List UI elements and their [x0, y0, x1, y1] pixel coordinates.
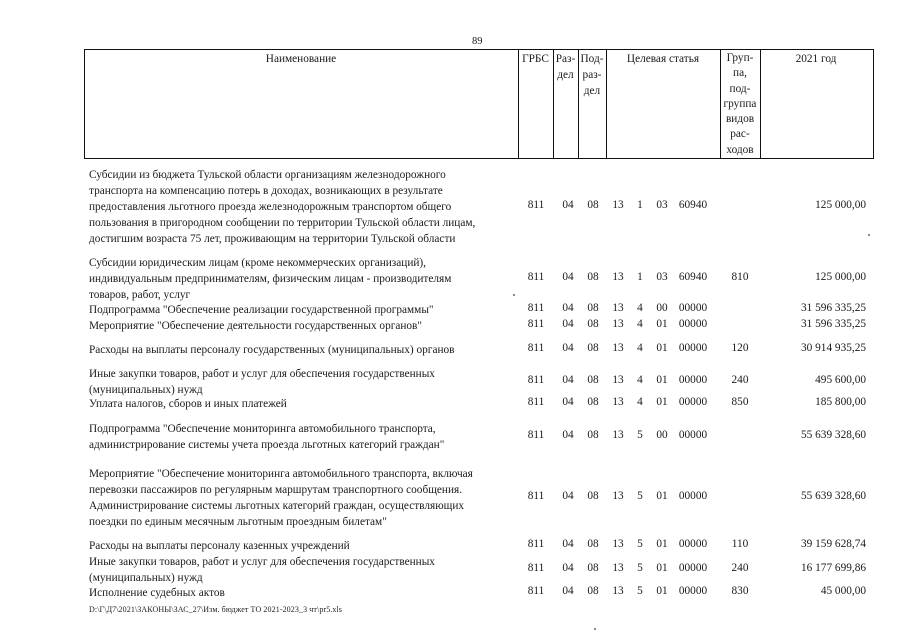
header-group: Груп- па, под- группа видов рас- ходов: [723, 52, 757, 156]
row-name-line: Субсидии из бюджета Тульской области организациям железнодорожного: [89, 169, 446, 181]
row-name-line: транспорта на компенсацию потерь в доходах, возникающих в результате: [89, 185, 443, 197]
cell-cs3: 01: [656, 374, 668, 386]
cell-grbs: 811: [527, 342, 545, 354]
cell-amount: 16 177 699,86: [801, 562, 866, 574]
header-year: 2021 год: [795, 53, 837, 65]
row-name-line: Расходы на выплаты персоналу казенных учреждений: [89, 540, 350, 552]
row-name: [89, 318, 519, 334]
row-name: [89, 366, 519, 398]
page-number: 89: [472, 36, 483, 47]
cell-cs3: 03: [656, 271, 668, 283]
cell-cs1: 13: [612, 374, 624, 386]
row-name: [89, 421, 519, 453]
cell-cs4: 00000: [678, 302, 708, 314]
cell-cs3: 01: [656, 318, 668, 330]
row-name: [89, 302, 519, 318]
cell-pr: 08: [587, 429, 599, 441]
cell-pr: 08: [587, 374, 599, 386]
cell-cs2: 5: [637, 585, 643, 597]
cell-pr: 08: [587, 318, 599, 330]
header-podrazdel: Под- раз- дел: [580, 53, 604, 97]
cell-cs2: 5: [637, 490, 643, 502]
row-name: [89, 585, 519, 601]
row-name-line: достигшим возраста 75 лет, проживающим на территории Тульской области: [89, 233, 456, 245]
row-name: [89, 466, 519, 530]
cell-cs3: 00: [656, 302, 668, 314]
row-name: [89, 255, 519, 303]
row-name-line: Расходы на выплаты персоналу государственных (муниципальных) органов: [89, 344, 455, 356]
cell-cs2: 1: [637, 199, 643, 211]
cell-vr: 240: [731, 374, 749, 386]
row-name: [89, 554, 519, 586]
cell-cs2: 4: [637, 396, 643, 408]
cell-pr: 08: [587, 396, 599, 408]
cell-rz: 04: [562, 490, 574, 502]
row-name-line: пользования в пригородном сообщении по территории Тульской области лицам,: [89, 217, 476, 229]
cell-cs3: 01: [656, 585, 668, 597]
cell-amount: 39 159 628,74: [801, 538, 866, 550]
cell-cs1: 13: [612, 429, 624, 441]
cell-cs1: 13: [612, 490, 624, 502]
scan-speck: [513, 294, 515, 296]
cell-rz: 04: [562, 429, 574, 441]
row-name-line: поездки по единым месячным льготным проездным билетам": [89, 516, 387, 528]
cell-cs4: 00000: [678, 374, 708, 386]
row-name-line: предоставления льготного проезда железнодорожным транспортом общего: [89, 201, 452, 213]
cell-cs1: 13: [612, 199, 624, 211]
cell-amount: 125 000,00: [815, 271, 866, 283]
row-name-line: Субсидии юридическим лицам (кроме некоммерческих организаций),: [89, 257, 427, 269]
cell-cs1: 13: [612, 302, 624, 314]
cell-cs1: 13: [612, 396, 624, 408]
cell-grbs: 811: [527, 538, 545, 550]
cell-cs1: 13: [612, 562, 624, 574]
row-name-line: Администрирование системы льготных категорий граждан, осуществляющих: [89, 500, 465, 512]
cell-rz: 04: [562, 538, 574, 550]
cell-cs4: 00000: [678, 585, 708, 597]
cell-rz: 04: [562, 342, 574, 354]
cell-cs3: 01: [656, 562, 668, 574]
row-name-line: Уплата налогов, сборов и иных платежей: [89, 398, 287, 410]
cell-grbs: 811: [527, 490, 545, 502]
cell-grbs: 811: [527, 318, 545, 330]
table-header: [84, 49, 874, 159]
footer-path: D:\Г\Д7\2021\ЗАКОНЫ\ЗАС_27\Изм. бюджет ТО 2021-2023_3 чт\pr5.xls: [89, 605, 343, 614]
cell-rz: 04: [562, 374, 574, 386]
scan-speck: [594, 628, 596, 630]
cell-amount: 30 914 935,25: [801, 342, 866, 354]
cell-cs4: 00000: [678, 562, 708, 574]
cell-cs2: 4: [637, 374, 643, 386]
cell-pr: 08: [587, 562, 599, 574]
cell-amount: 31 596 335,25: [801, 318, 866, 330]
cell-cs4: 00000: [678, 538, 708, 550]
cell-cs4: 00000: [678, 396, 708, 408]
cell-vr: 830: [731, 585, 749, 597]
cell-cs1: 13: [612, 271, 624, 283]
scan-speck: [868, 234, 870, 236]
cell-cs1: 13: [612, 342, 624, 354]
row-name-line: администрирование системы учета проезда льготных категорий граждан": [89, 439, 445, 451]
cell-rz: 04: [562, 302, 574, 314]
cell-cs2: 4: [637, 342, 643, 354]
cell-cs3: 03: [656, 199, 668, 211]
cell-pr: 08: [587, 538, 599, 550]
cell-grbs: 811: [527, 302, 545, 314]
cell-cs2: 5: [637, 429, 643, 441]
cell-cs2: 5: [637, 562, 643, 574]
cell-vr: 810: [731, 271, 749, 283]
cell-cs3: 01: [656, 538, 668, 550]
row-name-line: Подпрограмма "Обеспечение реализации государственной программы": [89, 304, 434, 316]
cell-pr: 08: [587, 342, 599, 354]
cell-vr: 120: [731, 342, 749, 354]
row-name: [89, 396, 519, 412]
cell-cs4: 00000: [678, 318, 708, 330]
row-name: [89, 342, 519, 358]
cell-vr: 240: [731, 562, 749, 574]
row-name-line: индивидуальным предпринимателям, физическим лицам - производителям: [89, 273, 452, 285]
cell-amount: 45 000,00: [820, 585, 866, 597]
cell-grbs: 811: [527, 562, 545, 574]
cell-grbs: 811: [527, 585, 545, 597]
cell-cs3: 01: [656, 342, 668, 354]
cell-grbs: 811: [527, 199, 545, 211]
cell-vr: 110: [731, 538, 749, 550]
cell-cs4: 60940: [678, 271, 708, 283]
row-name-line: Мероприятие "Обеспечение мониторинга автомобильного транспорта, включая: [89, 468, 473, 480]
cell-cs4: 60940: [678, 199, 708, 211]
cell-amount: 55 639 328,60: [801, 429, 866, 441]
cell-amount: 31 596 335,25: [801, 302, 866, 314]
cell-cs4: 00000: [678, 342, 708, 354]
cell-grbs: 811: [527, 271, 545, 283]
header-grbs: ГРБС: [522, 53, 549, 65]
row-name-line: Иные закупки товаров, работ и услуг для обеспечения государственных: [89, 368, 435, 380]
row-name-line: товаров, работ, услуг: [89, 289, 191, 301]
cell-cs3: 01: [656, 490, 668, 502]
row-name: [89, 167, 519, 247]
row-name-line: Исполнение судебных актов: [89, 587, 225, 599]
cell-cs2: 4: [637, 318, 643, 330]
cell-cs1: 13: [612, 318, 624, 330]
cell-amount: 185 800,00: [815, 396, 866, 408]
row-name-line: (муниципальных) нужд: [89, 384, 203, 396]
cell-grbs: 811: [527, 429, 545, 441]
cell-amount: 55 639 328,60: [801, 490, 866, 502]
cell-cs4: 00000: [678, 490, 708, 502]
cell-rz: 04: [562, 562, 574, 574]
cell-rz: 04: [562, 585, 574, 597]
row-name-line: перевозки пассажиров по регулярным маршрутам транспортного сообщения.: [89, 484, 463, 496]
cell-pr: 08: [587, 199, 599, 211]
row-name-line: Иные закупки товаров, работ и услуг для обеспечения государственных: [89, 556, 435, 568]
row-name-line: (муниципальных) нужд: [89, 572, 203, 584]
cell-cs1: 13: [612, 585, 624, 597]
cell-grbs: 811: [527, 374, 545, 386]
cell-cs2: 4: [637, 302, 643, 314]
row-name: [89, 538, 519, 554]
cell-grbs: 811: [527, 396, 545, 408]
cell-cs2: 1: [637, 271, 643, 283]
cell-cs1: 13: [612, 538, 624, 550]
cell-rz: 04: [562, 318, 574, 330]
row-name-line: Мероприятие "Обеспечение деятельности государственных органов": [89, 320, 423, 332]
cell-cs2: 5: [637, 538, 643, 550]
cell-pr: 08: [587, 585, 599, 597]
cell-cs3: 00: [656, 429, 668, 441]
cell-cs4: 00000: [678, 429, 708, 441]
cell-rz: 04: [562, 396, 574, 408]
cell-amount: 125 000,00: [815, 199, 866, 211]
cell-pr: 08: [587, 271, 599, 283]
row-name-line: Подпрограмма "Обеспечение мониторинга автомобильного транспорта,: [89, 423, 436, 435]
cell-cs3: 01: [656, 396, 668, 408]
cell-rz: 04: [562, 199, 574, 211]
cell-vr: 850: [731, 396, 749, 408]
cell-rz: 04: [562, 271, 574, 283]
header-target: Целевая статья: [626, 53, 700, 65]
header-name: Наименование: [265, 53, 337, 65]
cell-pr: 08: [587, 490, 599, 502]
cell-pr: 08: [587, 302, 599, 314]
cell-amount: 495 600,00: [815, 374, 866, 386]
header-razdel: Раз- дел: [555, 53, 576, 81]
